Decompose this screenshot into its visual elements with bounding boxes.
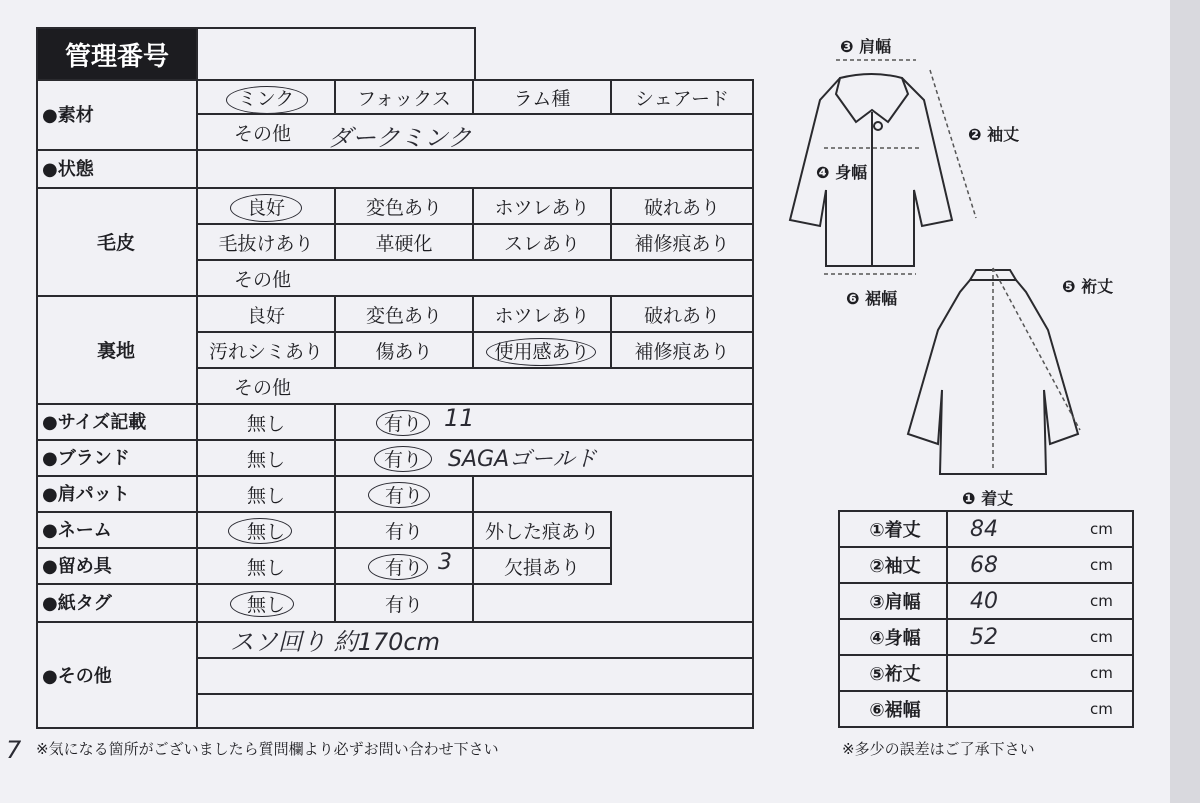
lining-label: 裏地	[36, 295, 198, 405]
fur-discolor: 変色あり	[334, 187, 474, 225]
material-option-lamb: ラム種	[472, 79, 612, 115]
measurement-label: ④身幅	[869, 628, 921, 649]
measurement-divider	[946, 510, 948, 728]
material-option-mink: ミンク	[196, 79, 336, 115]
fur-fray: ホツレあり	[472, 187, 612, 225]
sleeve-label: ❷ 袖丈	[968, 125, 1020, 144]
others-line-2	[196, 657, 754, 695]
measurement-row	[838, 582, 1134, 620]
lining-discolor: 変色あり	[334, 295, 474, 333]
size-label-handwritten: 11	[444, 404, 475, 432]
size-label-label: ●サイズ記載	[36, 403, 198, 441]
fur-label: 毛皮	[36, 187, 198, 297]
brand-none: 無し	[196, 439, 336, 477]
name-tag-removed: 外した痕あり	[472, 511, 612, 549]
fur-tear: 破れあり	[610, 187, 754, 225]
measurement-value: 40	[970, 588, 998, 614]
lining-repair: 補修痕あり	[610, 331, 754, 369]
name-tag-none-circle	[228, 518, 292, 544]
measurement-row	[838, 618, 1134, 656]
measurement-unit: cm	[1090, 592, 1113, 610]
brand-handwritten: SAGAゴールド	[448, 447, 597, 472]
size-label-yes-circle	[376, 410, 430, 436]
size-label-yes: 有り	[334, 403, 754, 441]
paper-tag-none: 無し	[196, 583, 336, 623]
material-other-handwritten: ダークミンク	[328, 124, 472, 152]
fur-good: 良好	[196, 187, 336, 225]
fur-leather-hardening: 革硬化	[334, 223, 474, 261]
footer-mark: 7	[6, 736, 22, 764]
brand-label: ●ブランド	[36, 439, 198, 477]
sheet-edge	[1170, 0, 1200, 803]
shoulder-pad-none: 無し	[196, 475, 336, 513]
fastener-label: ●留め具	[36, 547, 198, 585]
measurement-label: ⑥裾幅	[869, 700, 921, 721]
measurement-label: ①着丈	[869, 520, 921, 541]
length-label: ❶ 着丈	[962, 489, 1014, 508]
lining-scratch: 傷あり	[334, 331, 474, 369]
material-label: ●素材	[36, 79, 198, 151]
condition-field	[196, 149, 754, 189]
name-tag-yes: 有り	[334, 511, 474, 549]
yuki-label: ❺ 裄丈	[1062, 277, 1114, 296]
lining-good: 良好	[196, 295, 336, 333]
fur-scuff: スレあり	[472, 223, 612, 261]
fastener-yes-circle	[368, 554, 428, 580]
measurement-unit: cm	[1090, 556, 1113, 574]
garment-diagram	[780, 30, 1160, 505]
paper-tag-label: ●紙タグ	[36, 583, 198, 623]
fastener-none: 無し	[196, 547, 336, 585]
material-mink-circle	[226, 86, 308, 114]
measurement-unit: cm	[1090, 628, 1113, 646]
fur-repair: 補修痕あり	[610, 223, 754, 261]
measurement-unit: cm	[1090, 520, 1113, 538]
lining-fray: ホツレあり	[472, 295, 612, 333]
measurement-label: ③肩幅	[869, 592, 921, 613]
fastener-missing: 欠損あり	[472, 547, 612, 585]
shoulder-pad-yes: 有り	[334, 475, 474, 513]
hem-label: ❻ 裾幅	[846, 289, 898, 308]
brand-yes: 有り	[334, 439, 754, 477]
measurement-row	[838, 690, 1134, 728]
others-handwritten: スソ回り 約170cm	[230, 628, 441, 656]
name-tag-label: ●ネーム	[36, 511, 198, 549]
material-option-sheared: シェアード	[610, 79, 754, 115]
fastener-handwritten: 3	[438, 550, 452, 575]
paper-tag-yes: 有り	[334, 583, 474, 623]
material-option-fox: フォックス	[334, 79, 474, 115]
measurement-value: 84	[970, 516, 998, 542]
body-label: ❹ 身幅	[816, 163, 868, 182]
measurement-value: 52	[970, 624, 998, 650]
lining-wear-circle	[486, 338, 596, 366]
footer-right-note: ※多少の誤差はご了承下さい	[842, 740, 1035, 758]
others-line-3	[196, 693, 754, 729]
name-tag-none: 無し	[196, 511, 336, 549]
material-other: その他	[196, 113, 754, 151]
lining-wear: 使用感あり	[472, 331, 612, 369]
footer-left-note: ※気になる箇所がございましたら質問欄より必ずお問い合わせ下さい	[36, 740, 499, 758]
size-label-none: 無し	[196, 403, 336, 441]
measurement-row	[838, 546, 1134, 584]
others-label: ●その他	[36, 621, 198, 729]
fur-good-circle	[230, 194, 302, 222]
lining-other: その他	[196, 367, 754, 405]
lining-tear: 破れあり	[610, 295, 754, 333]
management-number-field	[196, 27, 476, 81]
fastener-yes: 有り	[334, 547, 474, 585]
brand-yes-circle	[374, 446, 432, 472]
lining-stain: 汚れシミあり	[196, 331, 336, 369]
front-coat-button	[874, 122, 882, 130]
measurement-row	[838, 510, 1134, 548]
paper-tag-none-circle	[230, 591, 294, 617]
fur-hair-loss: 毛抜けあり	[196, 223, 336, 261]
measurement-unit: cm	[1090, 700, 1113, 718]
measurement-label: ⑤裄丈	[869, 664, 921, 685]
measurement-value: 68	[970, 552, 998, 578]
shoulder-pad-label: ●肩パット	[36, 475, 198, 513]
measurement-label: ②袖丈	[869, 556, 921, 577]
measurement-unit: cm	[1090, 664, 1113, 682]
condition-label: ●状態	[36, 149, 198, 189]
fur-other: その他	[196, 259, 754, 297]
shoulder-label: ❸ 肩幅	[840, 37, 892, 56]
header-title: 管理番号	[36, 27, 198, 81]
shoulder-pad-yes-circle	[368, 482, 430, 508]
measurement-row	[838, 654, 1134, 692]
